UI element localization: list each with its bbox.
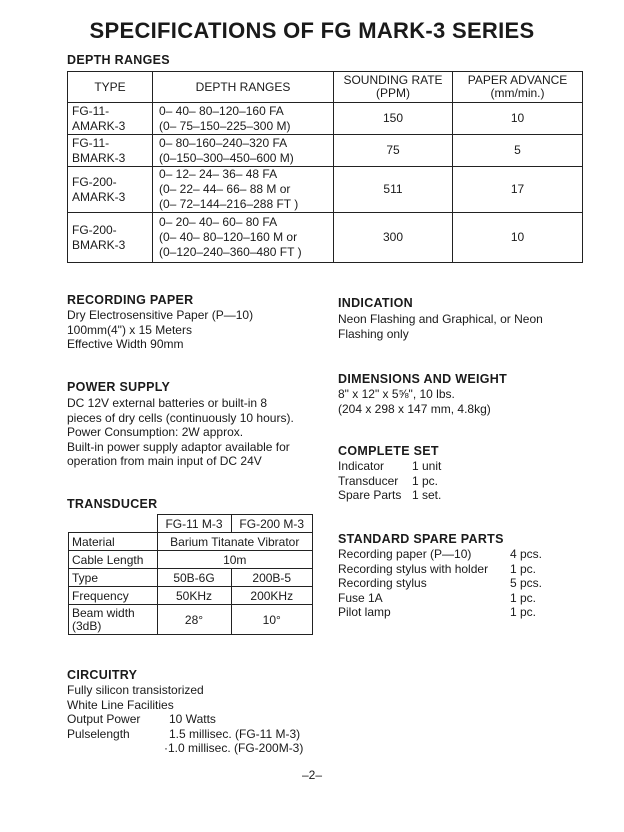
power-supply-text xyxy=(67,396,294,469)
label-cell: Cable Length xyxy=(69,551,158,569)
type-cell: FG-11-BMARK-3 xyxy=(68,135,153,167)
item-qty: 1 unit xyxy=(412,459,442,473)
text-line: Neon Flashing and Graphical, or Neon xyxy=(338,312,543,326)
transducer-heading: TRANSDUCER xyxy=(67,497,158,511)
table-row xyxy=(68,167,583,213)
table-row xyxy=(68,213,583,263)
range-cell: 0– 40– 80–120–160 FA (0– 75–150–225–300 M) xyxy=(153,103,334,135)
text-line: 100mm(4") x 15 Meters xyxy=(67,322,192,337)
item-name: Recording stylus with holder xyxy=(338,561,489,576)
item-qty: 4 pcs. xyxy=(510,547,543,561)
complete-set-list xyxy=(338,459,441,503)
item-qty: 1 pc. xyxy=(510,561,537,576)
transducer-table xyxy=(68,514,313,635)
spare-parts-heading: STANDARD SPARE PARTS xyxy=(338,532,504,546)
table-row xyxy=(69,533,313,551)
item-name: Fuse 1A xyxy=(338,590,383,605)
pulselength-value: ·1.0 millisec. (FG-200M-3) xyxy=(164,741,304,756)
indication-text xyxy=(338,312,543,341)
item-qty: 1 pc. xyxy=(510,590,537,605)
list-item xyxy=(338,459,441,474)
text-line: Dry Electrosensitive Paper (P—10) xyxy=(67,308,254,322)
label-cell: Frequency xyxy=(69,587,158,605)
advance-cell: 5 xyxy=(453,135,583,167)
power-supply-heading: POWER SUPPLY xyxy=(67,380,171,394)
list-item xyxy=(338,576,542,591)
output-power-value: 10 Watts xyxy=(169,712,216,727)
advance-cell: 17 xyxy=(453,167,583,213)
depth-header-advance: PAPER ADVANCE (mm/min.) xyxy=(453,72,583,103)
value-cell: 10m xyxy=(157,551,313,569)
depth-header-ranges: DEPTH RANGES xyxy=(153,72,334,103)
pulselength-row xyxy=(67,727,303,742)
text-line: Built-in power supply adaptor available for xyxy=(67,439,290,454)
list-item xyxy=(338,474,441,489)
value-cell: Barium Titanate Vibrator xyxy=(157,533,313,551)
value-cell: 50KHz xyxy=(157,587,231,605)
type-cell: FG-200-AMARK-3 xyxy=(68,167,153,213)
item-qty: 5 pcs. xyxy=(510,576,543,591)
text-line: Power Consumption: 2W approx. xyxy=(67,425,244,440)
table-row xyxy=(69,515,313,533)
item-name: Transducer xyxy=(338,473,399,488)
header-cell xyxy=(69,515,158,533)
spare-parts-list xyxy=(338,547,542,620)
value-cell: 28° xyxy=(157,605,231,635)
text-line: Fully silicon transistorized xyxy=(67,683,204,697)
rate-cell: 75 xyxy=(334,135,453,167)
advance-cell: 10 xyxy=(453,213,583,263)
complete-set-heading: COMPLETE SET xyxy=(338,444,439,458)
type-cell: FG-11-AMARK-3 xyxy=(68,103,153,135)
table-row xyxy=(69,605,313,635)
depth-ranges-table xyxy=(67,71,583,263)
list-item xyxy=(338,562,542,577)
recording-paper-text xyxy=(67,308,253,352)
text-line: Effective Width 90mm xyxy=(67,337,184,352)
item-name: Pilot lamp xyxy=(338,605,391,620)
text-line: operation from main input of DC 24V xyxy=(67,454,262,469)
item-qty: 1 pc. xyxy=(412,473,439,488)
value-cell: 10° xyxy=(231,605,313,635)
table-row xyxy=(68,103,583,135)
list-item xyxy=(338,488,441,503)
range-cell: 0– 12– 24– 36– 48 FA (0– 22– 44– 66– 88 M or (0– 72–144–216–288 FT ) xyxy=(153,167,334,213)
item-qty: 1 pc. xyxy=(510,605,537,620)
label-cell: Beam width (3dB) xyxy=(69,605,158,635)
advance-cell: 10 xyxy=(453,103,583,135)
item-qty: 1 set. xyxy=(412,488,442,503)
text-line: White Line Facilities xyxy=(67,697,174,712)
circuitry-text xyxy=(67,683,303,756)
pulselength-value: 1.5 millisec. (FG-11 M-3) xyxy=(169,726,301,741)
range-cell: 0– 20– 40– 60– 80 FA (0– 40– 80–120–160 M or (0–120–240–360–480 FT ) xyxy=(153,213,334,263)
range-cell: 0– 80–160–240–320 FA (0–150–300–450–600 M) xyxy=(153,135,334,167)
depth-ranges-heading: DEPTH RANGES xyxy=(67,53,170,67)
type-cell: FG-200-BMARK-3 xyxy=(68,213,153,263)
recording-paper-heading: RECORDING PAPER xyxy=(67,293,194,307)
text-line: pieces of dry cells (continuously 10 hours). xyxy=(67,410,294,425)
page-number: –2– xyxy=(301,768,323,782)
rate-cell: 300 xyxy=(334,213,453,263)
label-cell: Type xyxy=(69,569,158,587)
table-row xyxy=(68,135,583,167)
value-cell: 50B-6G xyxy=(157,569,231,587)
depth-header-rate: SOUNDING RATE (PPM) xyxy=(334,72,453,103)
item-name: Spare Parts xyxy=(338,488,402,503)
text-line: Flashing only xyxy=(338,326,409,341)
text-line: DC 12V external batteries or built-in 8 xyxy=(67,396,268,410)
output-power-row xyxy=(67,712,303,727)
text-line: (204 x 298 x 147 mm, 4.8kg) xyxy=(338,401,491,416)
output-power-label: Output Power xyxy=(67,712,141,727)
pulselength-label: Pulselength xyxy=(67,726,130,741)
circuitry-heading: CIRCUITRY xyxy=(67,668,138,682)
item-name: Recording stylus xyxy=(338,576,427,591)
header-cell: FG-200 M-3 xyxy=(231,515,313,533)
list-item xyxy=(338,547,542,562)
value-cell: 200KHz xyxy=(231,587,313,605)
item-name: Indicator xyxy=(338,459,385,473)
table-row xyxy=(69,587,313,605)
text-line: 8" x 12" x 5⅝", 10 lbs. xyxy=(338,387,455,401)
dimensions-text xyxy=(338,387,491,416)
list-item xyxy=(338,605,542,620)
rate-cell: 150 xyxy=(334,103,453,135)
item-name: Recording paper (P—10) xyxy=(338,547,472,561)
table-row xyxy=(69,569,313,587)
value-cell: 200B-5 xyxy=(231,569,313,587)
depth-header-type: TYPE xyxy=(68,72,153,103)
page-title: SPECIFICATIONS OF FG MARK-3 SERIES xyxy=(89,18,535,43)
label-cell: Material xyxy=(69,533,158,551)
table-row xyxy=(69,551,313,569)
rate-cell: 511 xyxy=(334,167,453,213)
header-cell: FG-11 M-3 xyxy=(157,515,231,533)
list-item xyxy=(338,591,542,606)
dimensions-heading: DIMENSIONS AND WEIGHT xyxy=(338,372,508,386)
indication-heading: INDICATION xyxy=(338,296,413,310)
